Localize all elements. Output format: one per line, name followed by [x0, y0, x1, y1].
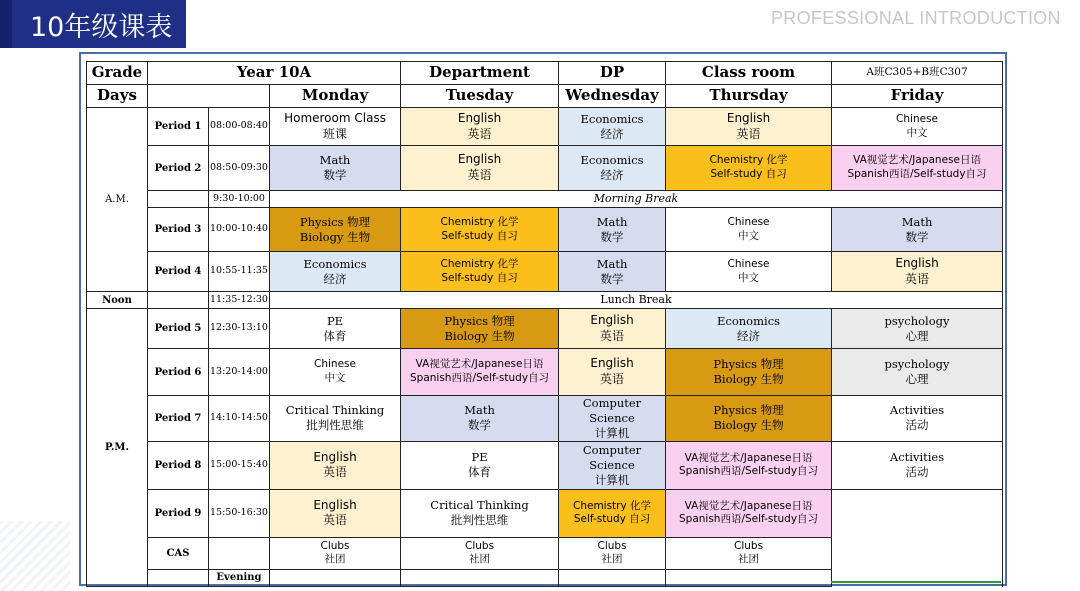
- period-row: [87, 208, 1003, 252]
- empty-cell: [832, 489, 1003, 586]
- class-cell: English 英语: [401, 108, 559, 146]
- class-cell: VA视觉艺术/Japanese日语 Spanish西语/Self-study自习: [666, 441, 832, 489]
- class-cell: Chemistry 化学 Self-study 自习: [666, 146, 832, 191]
- class-cell: English 英语: [270, 489, 401, 537]
- class-cell: Activities 活动: [832, 396, 1003, 442]
- period-time: 13:20-14:00: [209, 349, 270, 396]
- class-cell: Math 数学: [559, 208, 666, 252]
- class-cell: Chemistry 化学 Self-study 自习: [401, 208, 559, 252]
- club-cell: Clubs 社团: [270, 537, 401, 569]
- class-cell: Homeroom Class 班课: [270, 108, 401, 146]
- class-cell: English 英语: [270, 441, 401, 489]
- title-accent: [0, 0, 12, 48]
- class-cell: Economics 经济: [270, 252, 401, 292]
- day-monday: Monday: [270, 85, 401, 108]
- club-cell: Clubs 社团: [666, 537, 832, 569]
- class-cell: VA视觉艺术/Japanese日语 Spanish西语/Self-study自习: [401, 349, 559, 396]
- period-time: 10:55-11:35: [209, 252, 270, 292]
- period-time: 15:00-15:40: [209, 441, 270, 489]
- classroom-value: A班C305+B班C307: [832, 62, 1003, 85]
- period-row: [87, 146, 1003, 191]
- class-cell: English 英语: [559, 309, 666, 349]
- timetable: [86, 61, 1003, 587]
- noon-section-label: Noon: [87, 292, 148, 309]
- club-cell: Clubs 社团: [401, 537, 559, 569]
- class-cell: VA视觉艺术/Japanese日语 Spanish西语/Self-study自习: [832, 146, 1003, 191]
- period-label: Period 9: [148, 489, 209, 537]
- class-cell: English 英语: [559, 349, 666, 396]
- class-cell: Activities 活动: [832, 441, 1003, 489]
- period-label: Period 7: [148, 396, 209, 442]
- period-time: 12:30-13:10: [209, 309, 270, 349]
- class-cell: English 英语: [401, 146, 559, 191]
- period-row: [87, 441, 1003, 489]
- class-cell: Math 数学: [270, 146, 401, 191]
- period-label: Period 8: [148, 441, 209, 489]
- classroom-label: Class room: [666, 62, 832, 85]
- pm-section-label: P.M.: [87, 309, 148, 587]
- class-cell: Economics 经济: [666, 309, 832, 349]
- class-cell: Chinese 中文: [270, 349, 401, 396]
- period-row: [87, 489, 1003, 537]
- period-label: Period 4: [148, 252, 209, 292]
- class-cell: Chinese 中文: [666, 252, 832, 292]
- class-cell: Critical Thinking 批判性思维: [401, 489, 559, 537]
- day-friday: Friday: [832, 85, 1003, 108]
- brand-text: PROFESSIONAL INTRODUCTION: [771, 8, 1061, 28]
- class-cell: Critical Thinking 批判性思维: [270, 396, 401, 442]
- period-label: Period 3: [148, 208, 209, 252]
- page-title: 10年级课表: [30, 11, 173, 43]
- class-cell: Economics 经济: [559, 146, 666, 191]
- decorative-pattern: [0, 521, 70, 591]
- period-row: [87, 396, 1003, 442]
- class-cell: English 英语: [832, 252, 1003, 292]
- grade-value: Year 10A: [148, 62, 401, 85]
- class-cell: Chemistry 化学 Self-study 自习: [559, 489, 666, 537]
- class-cell: Physics 物理 Biology 生物: [666, 349, 832, 396]
- class-cell: Math 数学: [401, 396, 559, 442]
- period-label: Period 2: [148, 146, 209, 191]
- period-time: 08:50-09:30: [209, 146, 270, 191]
- period-time: 08:00-08:40: [209, 108, 270, 146]
- class-cell: Economics 经济: [559, 108, 666, 146]
- day-tuesday: Tuesday: [401, 85, 559, 108]
- class-cell: English 英语: [666, 108, 832, 146]
- lunch-break-row: [87, 292, 1003, 309]
- class-cell: Chinese 中文: [832, 108, 1003, 146]
- period-row: [87, 108, 1003, 146]
- class-cell: PE 体育: [270, 309, 401, 349]
- class-cell: Physics 物理 Biology 生物: [666, 396, 832, 442]
- class-cell: Computer Science 计算机: [559, 441, 666, 489]
- class-cell: Computer Science 计算机: [559, 396, 666, 442]
- period-label: Period 5: [148, 309, 209, 349]
- period-time: 10:00-10:40: [209, 208, 270, 252]
- class-cell: Math 数学: [832, 208, 1003, 252]
- lunch-break-label: Lunch Break: [270, 292, 1003, 309]
- period-time: 14:10-14:50: [209, 396, 270, 442]
- class-cell: Chemistry 化学 Self-study 自习: [401, 252, 559, 292]
- period-row: [87, 309, 1003, 349]
- period-label: Period 6: [148, 349, 209, 396]
- days-label: Days: [87, 85, 148, 108]
- lunch-break-time: 11:35-12:30: [209, 292, 270, 309]
- class-cell: psychology 心理: [832, 309, 1003, 349]
- class-cell: psychology 心理: [832, 349, 1003, 396]
- am-section-label: A.M.: [87, 108, 148, 292]
- class-cell: VA视觉艺术/Japanese日语 Spanish西语/Self-study自习: [666, 489, 832, 537]
- page-title-banner: [0, 0, 186, 48]
- class-cell: Physics 物理 Biology 生物: [401, 309, 559, 349]
- club-cell: Clubs 社团: [559, 537, 666, 569]
- morning-break-label: Morning Break: [270, 191, 1003, 208]
- grade-row: [87, 62, 1003, 85]
- grade-label: Grade: [87, 62, 148, 85]
- period-row: [87, 252, 1003, 292]
- evening-label: Evening: [209, 569, 270, 586]
- class-cell: PE 体育: [401, 441, 559, 489]
- class-cell: Math 数学: [559, 252, 666, 292]
- morning-break-row: [87, 191, 1003, 208]
- days-row: [87, 85, 1003, 108]
- day-wednesday: Wednesday: [559, 85, 666, 108]
- department-value: DP: [559, 62, 666, 85]
- green-underline: [831, 581, 1001, 583]
- period-label: Period 1: [148, 108, 209, 146]
- class-cell: Physics 物理 Biology 生物: [270, 208, 401, 252]
- period-time: 15:50-16:30: [209, 489, 270, 537]
- class-cell: Chinese 中文: [666, 208, 832, 252]
- day-thursday: Thursday: [666, 85, 832, 108]
- department-label: Department: [401, 62, 559, 85]
- cas-label: CAS: [148, 537, 209, 569]
- period-row: [87, 349, 1003, 396]
- morning-break-time: 9:30-10:00: [209, 191, 270, 208]
